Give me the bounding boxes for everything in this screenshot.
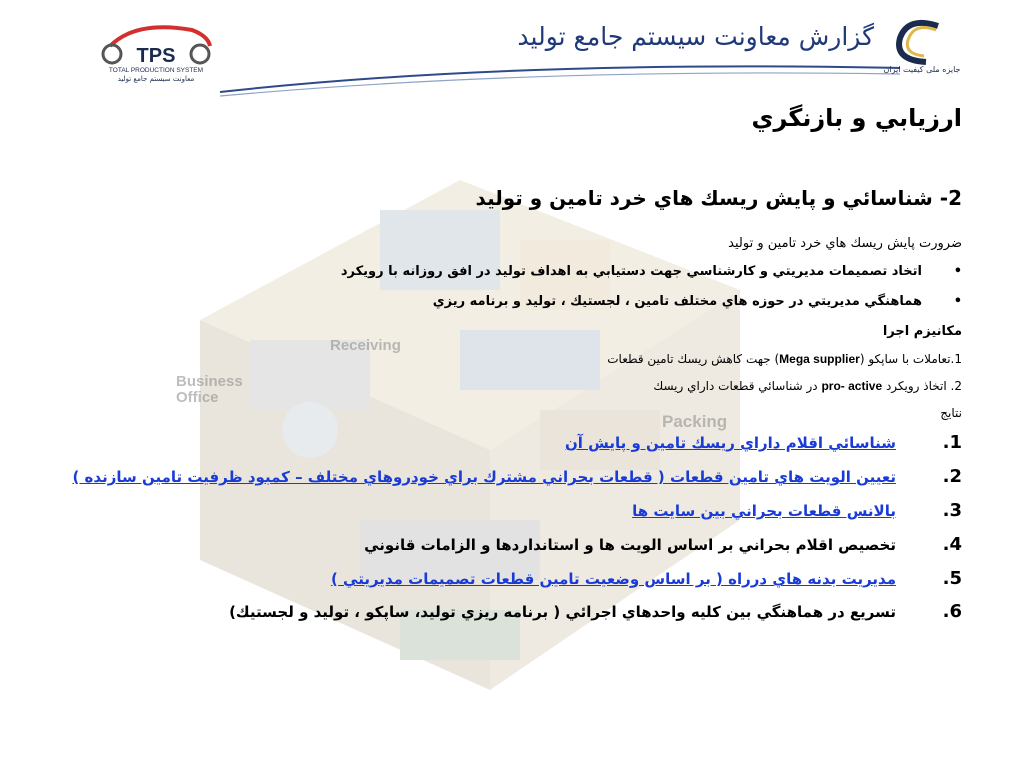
result-item: 6. تسريع در هماهنگي بين كليه واحدهاي اجرائي ( برنامه ريزي توليد، ساپكو ، توليد و لجستيك) [229,601,962,622]
result-text: تسريع در هماهنگي بين كليه واحدهاي اجرائي ( برنامه ريزي توليد، ساپكو ، توليد و لجستيك) [229,603,896,621]
mechanism-item: 1.تعاملات با ساپكو (Mega supplier) جهت كاهش ريسك تامين قطعات [607,352,962,366]
bullet-item: •هماهنگي مديريتي در حوزه هاي مختلف تامين ، لجستيك ، توليد و برنامه ريزي [432,294,962,309]
header-decorative-arc [210,60,910,100]
result-link[interactable]: شناسائي اقلام داراي ريسك تامين و پايش آن [564,434,896,452]
quality-award-logo [878,14,968,76]
result-link[interactable]: بالانس قطعات بحراني بين سايت ها [632,502,896,520]
result-item[interactable]: 5. مديريت بدنه هاي درراه ( بر اساس وضعيت تامين قطعات تصميمات مديريتي ) [330,568,962,589]
mechanism-title: مكانيزم اجرا [882,324,962,339]
bg-label-packing: Packing [662,412,728,431]
svg-text:جایزه ملی کیفیت ایران: جایزه ملی کیفیت ایران [883,65,961,74]
sub-heading: 2- شناسائي و پايش ريسك هاي خرد تامين و توليد [475,186,962,210]
bg-label-receiving: Receiving [330,337,401,354]
result-link[interactable]: تعيين الويت هاي تامين قطعات ( قطعات بحراني مشترك براي خودروهاي مختلف – كمبود ظرفيت تامين سازنده ) [72,468,896,486]
bullet-icon: • [953,294,962,309]
result-item: 4. تخصيص اقلام بحراني بر اساس الويت ها و استانداردها و الزامات قانوني [364,534,962,555]
necessity-title: ضرورت پايش ريسك هاي خرد تامين و توليد [728,236,962,251]
result-link[interactable]: مديريت بدنه هاي درراه ( بر اساس وضعيت تامين قطعات تصميمات مديريتي ) [330,570,896,588]
svg-text:معاونت سیستم جامع تولید: معاونت سیستم جامع تولید [117,75,195,83]
header-title: گزارش معاونت سیستم جامع تولید [517,22,874,51]
bg-label-business: Business Office [176,373,243,406]
section-heading: ارزيابي و بازنگري [751,104,962,132]
result-item[interactable]: 3. بالانس قطعات بحراني بين سايت ها [632,500,962,521]
result-item[interactable]: 2. تعيين الويت هاي تامين قطعات ( قطعات بحراني مشترك براي خودروهاي مختلف – كمبود ظرفيت تامين سازنده ) [72,466,962,487]
svg-text:TOTAL PRODUCTION SYSTEM: TOTAL PRODUCTION SYSTEM [108,67,204,74]
result-item[interactable]: 1. شناسائي اقلام داراي ريسك تامين و پايش آن [564,432,962,453]
bullet-icon: • [953,264,962,279]
svg-text:TPS: TPS [136,45,176,67]
bullet-item: •اتخاد تصميمات مديريتي و كارشناسي جهت دستيابي به اهداف توليد در افق روزانه با رويكرد [340,264,962,279]
tps-logo [96,18,216,88]
result-text: تخصيص اقلام بحراني بر اساس الويت ها و استانداردها و الزامات قانوني [364,536,896,554]
mechanism-item: 2. اتخاذ رويكرد pro- active در شناسائي قطعات داراي ريسك [653,379,962,393]
results-title: نتايج [940,406,962,420]
